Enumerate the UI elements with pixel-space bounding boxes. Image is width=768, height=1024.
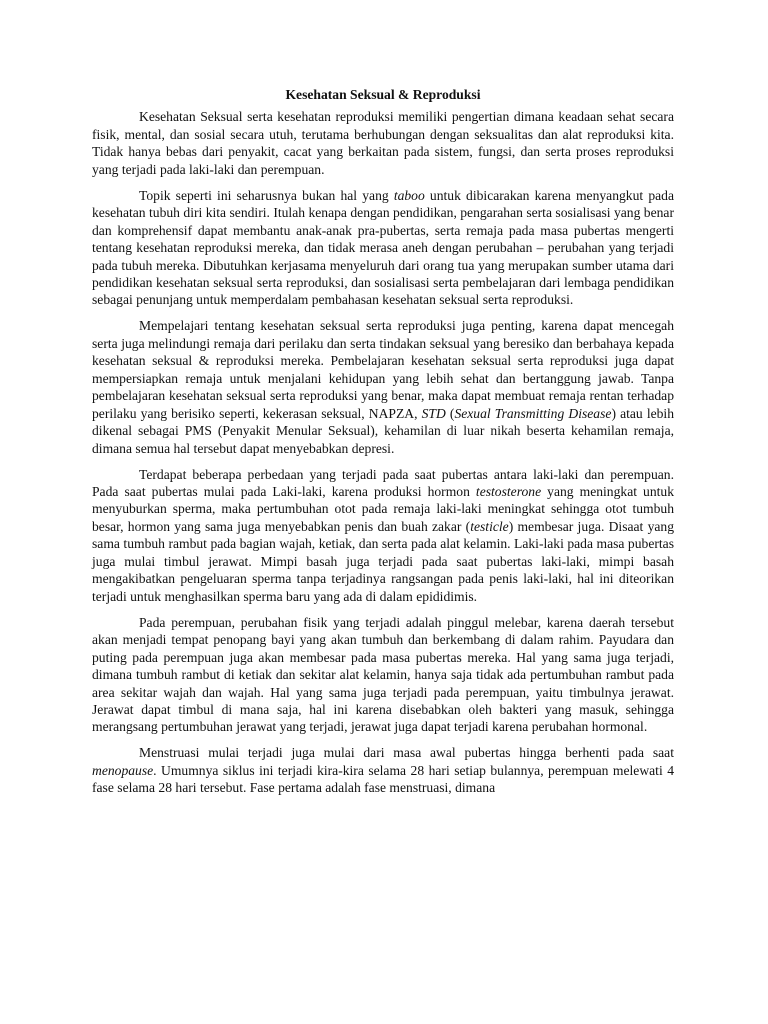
document-page bbox=[92, 86, 674, 805]
text-run: Terdapat beberapa perbedaan yang terjadi pada saat pubertas antara laki-laki dan perempuan. Pada saat pubertas mulai pada Laki-laki, karena produksi hormon bbox=[92, 466, 674, 500]
text-run: ) membesar juga. Disaat yang sama tumbuh rambut pada bagian wajah, ketiak, dan serta pada alat kelamin. Laki-laki pada masa pubertas juga mulai timbul jerawat. Mimpi basah juga terjadi pada saat pubertas laki-laki, mimpi basah mengakibatkan pengeluaran sperma tanpa terjadinya rangsangan pada penis laki-laki, hal ini diteorikan terjadi untuk menghasilkan sperma baru yang ada di dalam epididimis. bbox=[92, 518, 674, 604]
italic-text: menopause bbox=[92, 762, 154, 778]
italic-text: testosterone bbox=[475, 484, 542, 500]
document-body bbox=[92, 108, 674, 796]
italic-text: testicle bbox=[470, 518, 509, 534]
paragraph bbox=[92, 744, 674, 796]
paragraph bbox=[92, 317, 674, 457]
paragraph bbox=[92, 187, 674, 309]
text-run: Kesehatan Seksual serta kesehatan reproduksi memiliki pengertian dimana keadaan sehat secara fisik, mental, dan sosial secara utuh, terutama berhubungan dengan seksualitas dan alat reproduksi kita. Tidak hanya bebas dari penyakit, cacat yang berkaitan pada sistem, fungsi, dan serta proses reproduksi yang terjadi pada laki-laki dan perempuan. bbox=[92, 109, 674, 177]
text-run: Pada perempuan, perubahan fisik yang terjadi adalah pinggul melebar, karena daerah tersebut akan menjadi tempat penopang bayi yang akan tumbuh dan berkembang di dalam rahim. Payudara dan puting pada perempuan juga akan membesar pada masa pubertas mereka. Hal yang sama juga terjadi, dimana tumbuh rambut di ketiak dan sekitar alat kelamin, hanya saja tidak ada pertumbuhan rambut pada area sekitar wajah dan wajah. Hal yang sama juga terjadi pada perempuan, yaitu timbulnya jerawat. Jerawat dapat timbul di mana saja, hal ini karena disebabkan oleh bakteri yang masuk, sehingga merangsang pertumbuhan jerawat yang terjadi, jerawat juga dapat terjadi karena perubahan hormonal. bbox=[92, 614, 674, 735]
text-run: Topik seperti ini seharusnya bukan hal yang bbox=[139, 187, 394, 203]
italic-text: Sexual Transmitting Disease bbox=[454, 405, 612, 421]
text-run: ( bbox=[445, 405, 455, 421]
paragraph bbox=[92, 466, 674, 606]
text-run: untuk dibicarakan karena menyangkut pada kesehatan tubuh diri kita sendiri. Itulah kenapa dengan pendidikan, pengarahan serta sosialisasi yang benar dan komprehensif dapat membantu anak-anak pra-pubertas, serta remaja pada masa pubertas mengerti tentang kesehatan reproduksi mereka, dan tidak merasa aneh dengan perubahan – perubahan yang terjadi pada tubuh mereka. Dibutuhkan kerjasama menyeluruh dari orang tua yang merupakan sumber utama dari pendidikan kesehatan seksual serta reproduksi, dan sosialisasi serta pembelajaran dari lembaga pendidikan sebagai penunjang untuk memperdalam pembahasan kesehatan seksual serta reproduksi. bbox=[92, 187, 674, 308]
italic-text: STD bbox=[421, 405, 446, 421]
paragraph bbox=[92, 108, 674, 178]
italic-text: taboo bbox=[393, 187, 425, 203]
text-run: Menstruasi mulai terjadi juga mulai dari masa awal pubertas hingga berhenti pada saat bbox=[139, 745, 674, 761]
document-title: Kesehatan Seksual & Reproduksi bbox=[285, 87, 481, 102]
text-run: ) atau lebih dikenal sebagai PMS (Penyakit Menular Seksual), kehamilan di luar nikah beserta kehamilan remaja, dimana semua hal tersebut dapat menyebabkan depresi. bbox=[92, 405, 674, 456]
text-run: Mempelajari tentang kesehatan seksual serta reproduksi juga penting, karena dapat mencegah serta juga melindungi remaja dari perilaku dan serta tindakan seksual yang beresiko dan berbahaya kepada kesehatan seksual & reproduksi mereka. Pembelajaran kesehatan seksual serta reproduksi juga dapat mempersiapkan remaja untuk menjalani kehidupan yang lebih sehat dan bertanggung jawab. Tanpa pembelajaran kesehatan seksual serta reproduksi yang benar, maka dapat membuat remaja rentan terhadap perilaku yang berisiko seperti, kekerasan seksual, NAPZA, bbox=[92, 318, 674, 421]
text-run: . Umumnya siklus ini terjadi kira-kira selama 28 hari setiap bulannya, perempuan melewati 4 fase selama 28 hari tersebut. Fase pertama adalah fase menstruasi, dimana bbox=[92, 762, 674, 796]
paragraph bbox=[92, 614, 674, 736]
text-run: yang meningkat untuk menyuburkan sperma, maka pertumbuhan otot pada remaja laki-laki meningkat sehingga otot tumbuh besar, hormon yang sama juga menyebabkan penis dan buah zakar ( bbox=[92, 484, 675, 534]
